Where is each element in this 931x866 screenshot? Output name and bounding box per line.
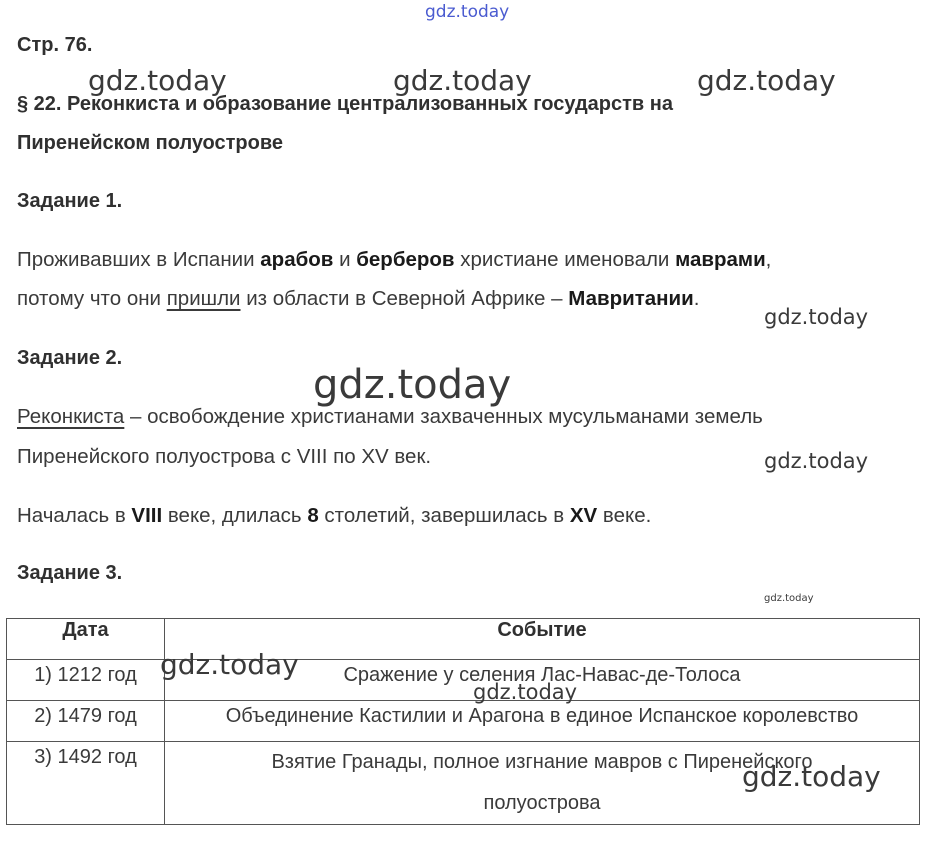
page-reference: Стр. 76. (17, 34, 93, 56)
column-header-date: Дата (7, 619, 165, 660)
task2-sentence: Началась в VIII веке, длилась 8 столетий, завершилась в XV веке. (17, 504, 652, 527)
task3-heading: Задание 3. (17, 562, 123, 584)
watermark: gdz.today (764, 305, 869, 329)
event-cell: Взятие Гранады, полное изгнание мавров с Пиренейского полуострова (165, 742, 920, 825)
watermark: gdz.today (160, 648, 299, 681)
watermark: gdz.today (742, 760, 881, 793)
watermark: gdz.today (393, 64, 532, 97)
task1-line1: Проживавших в Испании арабов и берберов христиане именовали маврами, (17, 248, 772, 271)
watermark-top: gdz.today (425, 2, 510, 22)
watermark: gdz.today (697, 64, 836, 97)
task1-line2: потому что они пришли из области в Северной Африке – Мавритании. (17, 287, 700, 310)
table-row (7, 660, 920, 701)
watermark: gdz.today (313, 362, 512, 408)
date-cell: 2) 1479 год (7, 701, 165, 742)
column-header-event: Событие (165, 619, 920, 660)
table-row (7, 701, 920, 742)
watermark: gdz.today (88, 64, 227, 97)
watermark: gdz.today (764, 449, 869, 473)
events-table (6, 618, 920, 825)
event-cell: Объединение Кастилии и Арагона в единое Испанское королевство (165, 701, 920, 742)
watermark-small: gdz.today (764, 593, 814, 604)
date-cell: 1) 1212 год (7, 660, 165, 701)
task2-heading: Задание 2. (17, 347, 123, 369)
task2-definition-line2: Пиренейского полуострова с VIII по XV век. (17, 445, 432, 468)
task2-definition-line1: Реконкиста – освобождение христианами захваченных мусульманами земель (17, 405, 763, 428)
term-reconquista: Реконкиста (17, 405, 125, 428)
section-title-line2: Пиренейском полуострове (17, 132, 284, 154)
event-cell: Сражение у селения Лас-Навас-де-Толоса (165, 660, 920, 701)
table-header-row (7, 619, 920, 660)
watermark: gdz.today (473, 680, 578, 704)
task1-heading: Задание 1. (17, 190, 123, 212)
section-title-line1: § 22. Реконкиста и образование централизованных государств на (17, 93, 673, 115)
date-cell: 3) 1492 год (7, 742, 165, 825)
